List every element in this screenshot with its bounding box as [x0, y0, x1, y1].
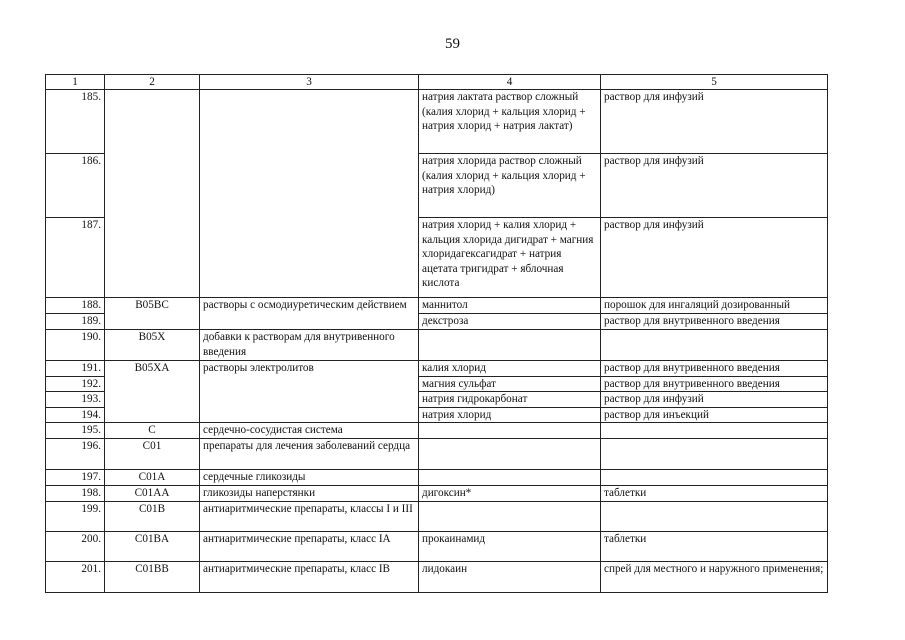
drug-name: магния сульфат [419, 376, 601, 392]
table-row [46, 486, 828, 502]
dosage-form: раствор для инъекций [601, 407, 828, 423]
dosage-form [601, 439, 828, 470]
row-number: 191. [46, 361, 105, 377]
dosage-form: раствор для инфузий [601, 218, 828, 298]
group-name: растворы электролитов [200, 361, 419, 423]
drug-name: натрия хлорид [419, 407, 601, 423]
dosage-form [601, 330, 828, 361]
row-number: 194. [46, 407, 105, 423]
drug-name: лидокаин [419, 562, 601, 593]
header-row [46, 75, 828, 90]
page-number: 59 [445, 36, 460, 52]
dosage-form [601, 423, 828, 439]
drug-name [419, 502, 601, 532]
dosage-form: таблетки [601, 486, 828, 502]
table-row [46, 439, 828, 470]
row-number: 195. [46, 423, 105, 439]
column-header: 1 [46, 75, 105, 90]
group-name: сердечные гликозиды [200, 470, 419, 486]
table-row [46, 90, 828, 154]
group-name: препараты для лечения заболеваний сердца [200, 439, 419, 470]
group-name-cell [200, 90, 419, 298]
dosage-form: таблетки [601, 532, 828, 562]
column-header: 4 [419, 75, 601, 90]
drug-registry-table [45, 74, 828, 593]
dosage-form: раствор для инфузий [601, 90, 828, 154]
table-row [46, 562, 828, 593]
atc-code: C01 [105, 439, 200, 470]
table-row [46, 502, 828, 532]
atc-code: C01BA [105, 532, 200, 562]
drug-name: прокаинамид [419, 532, 601, 562]
drug-name [419, 330, 601, 361]
atc-code: B05BC [105, 298, 200, 330]
row-number: 190. [46, 330, 105, 361]
atc-code: C01A [105, 470, 200, 486]
group-name: антиаритмические препараты, класс IA [200, 532, 419, 562]
row-number: 186. [46, 154, 105, 218]
row-number: 200. [46, 532, 105, 562]
dosage-form: раствор для инфузий [601, 154, 828, 218]
dosage-form: раствор для внутривенного введения [601, 314, 828, 330]
dosage-form: раствор для внутривенного введения [601, 376, 828, 392]
row-number: 201. [46, 562, 105, 593]
column-header: 5 [601, 75, 828, 90]
table-row [46, 532, 828, 562]
table-row [46, 330, 828, 361]
atc-code: B05XA [105, 361, 200, 423]
atc-code: C [105, 423, 200, 439]
drug-name: натрия лактата раствор сложный (калия хлорид + кальция хлорид + натрия хлорид + натрия лактат) [419, 90, 601, 154]
row-number: 199. [46, 502, 105, 532]
column-header: 3 [200, 75, 419, 90]
row-number: 196. [46, 439, 105, 470]
dosage-form: спрей для местного и наружного применения; [601, 562, 828, 593]
row-number: 198. [46, 486, 105, 502]
row-number: 189. [46, 314, 105, 330]
group-name: сердечно-сосудистая система [200, 423, 419, 439]
atc-code: C01B [105, 502, 200, 532]
drug-name: натрия гидрокарбонат [419, 392, 601, 408]
row-number: 192. [46, 376, 105, 392]
drug-name [419, 470, 601, 486]
drug-name: калия хлорид [419, 361, 601, 377]
row-number: 193. [46, 392, 105, 408]
atc-code: C01AA [105, 486, 200, 502]
group-name: гликозиды наперстянки [200, 486, 419, 502]
drug-name: маннитол [419, 298, 601, 314]
row-number: 187. [46, 218, 105, 298]
column-header: 2 [105, 75, 200, 90]
atc-code-cell [105, 90, 200, 298]
dosage-form: раствор для внутривенного введения [601, 361, 828, 377]
row-number: 188. [46, 298, 105, 314]
drug-name [419, 423, 601, 439]
atc-code: C01BB [105, 562, 200, 593]
table-row [46, 361, 828, 377]
drug-name: натрия хлорид + калия хлорид + кальция хлорида дигидрат + магния хлоридагексагидрат + натрия ацетата тригидрат + яблочная кислота [419, 218, 601, 298]
row-number: 185. [46, 90, 105, 154]
drug-name: дигоксин* [419, 486, 601, 502]
table-row [46, 298, 828, 314]
table-row [46, 423, 828, 439]
drug-name: декстроза [419, 314, 601, 330]
dosage-form: порошок для ингаляций дозированный [601, 298, 828, 314]
group-name: добавки к растворам для внутривенного введения [200, 330, 419, 361]
drug-name: натрия хлорида раствор сложный (калия хлорид + кальция хлорид + натрия хлорид) [419, 154, 601, 218]
dosage-form [601, 470, 828, 486]
row-number: 197. [46, 470, 105, 486]
atc-code: B05X [105, 330, 200, 361]
drug-name [419, 439, 601, 470]
table-row [46, 470, 828, 486]
dosage-form [601, 502, 828, 532]
group-name: растворы с осмодиуретическим действием [200, 298, 419, 330]
group-name: антиаритмические препараты, класс IB [200, 562, 419, 593]
dosage-form: раствор для инфузий [601, 392, 828, 408]
group-name: антиаритмические препараты, классы I и III [200, 502, 419, 532]
